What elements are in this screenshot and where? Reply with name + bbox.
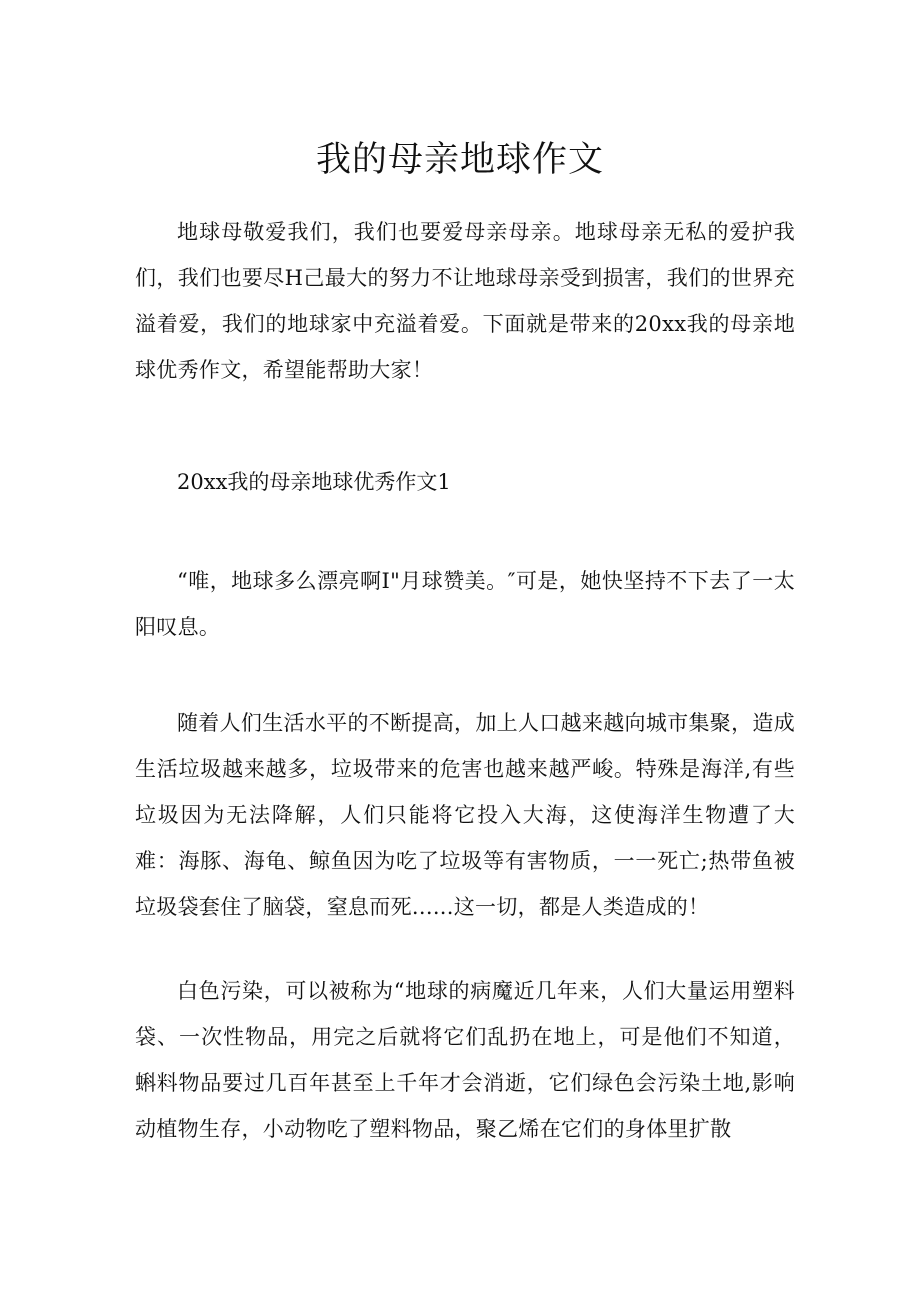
quote-paragraph: “唯，地球多么漂亮啊I"月球赞美。″可是，她快坚持不下去了一太阳叹息。	[135, 569, 795, 639]
quote-paragraph-block	[135, 558, 795, 650]
white-pollution-paragraph-block	[135, 968, 795, 1152]
white-pollution-paragraph: 白色污染，可以被称为“地球的病魔近几年来，人们大量运用塑料袋、一次性物品，用完之后就将它们乱扔在地上，可是他们不知道，蝌料物品要过几百年甚至上千年才会消逝，它们绿色会污染土地,影响动植物生存，小动物吃了塑料物品，聚乙烯在它们的身体里扩散	[135, 979, 795, 1141]
section-heading: 20xx我的母亲地球优秀作文1	[177, 470, 451, 494]
pollution-paragraph: 随着人们生活水平的不断提高，加上人口越来越向城市集聚，造成生活垃圾越来越多，垃圾带来的危害也越来越严峻。特殊是海洋,有些垃圾因为无法降解，人们只能将它投入大海，这使海洋生物遭了大难：海豚、海龟、鲸鱼因为吃了垃圾等有害物质，一一死亡;热带鱼被垃圾袋套住了脑袋，窒息而死......这一切，都是人类造成的！	[135, 711, 795, 919]
intro-paragraph: 地球母敬爱我们，我们也要爱母亲母亲。地球母亲无私的爱护我们，我们也要尽H己最大的努力不让地球母亲受到损害，我们的世界充溢着爱，我们的地球家中充溢着爱。下面就是带来的20xx我的母亲地球优秀作文，希望能帮助大家！	[135, 220, 795, 382]
intro-paragraph-block	[135, 209, 795, 393]
section-heading-block	[135, 459, 795, 505]
pollution-paragraph-block	[135, 700, 795, 930]
page-title: 我的母亲地球作文	[315, 140, 604, 180]
